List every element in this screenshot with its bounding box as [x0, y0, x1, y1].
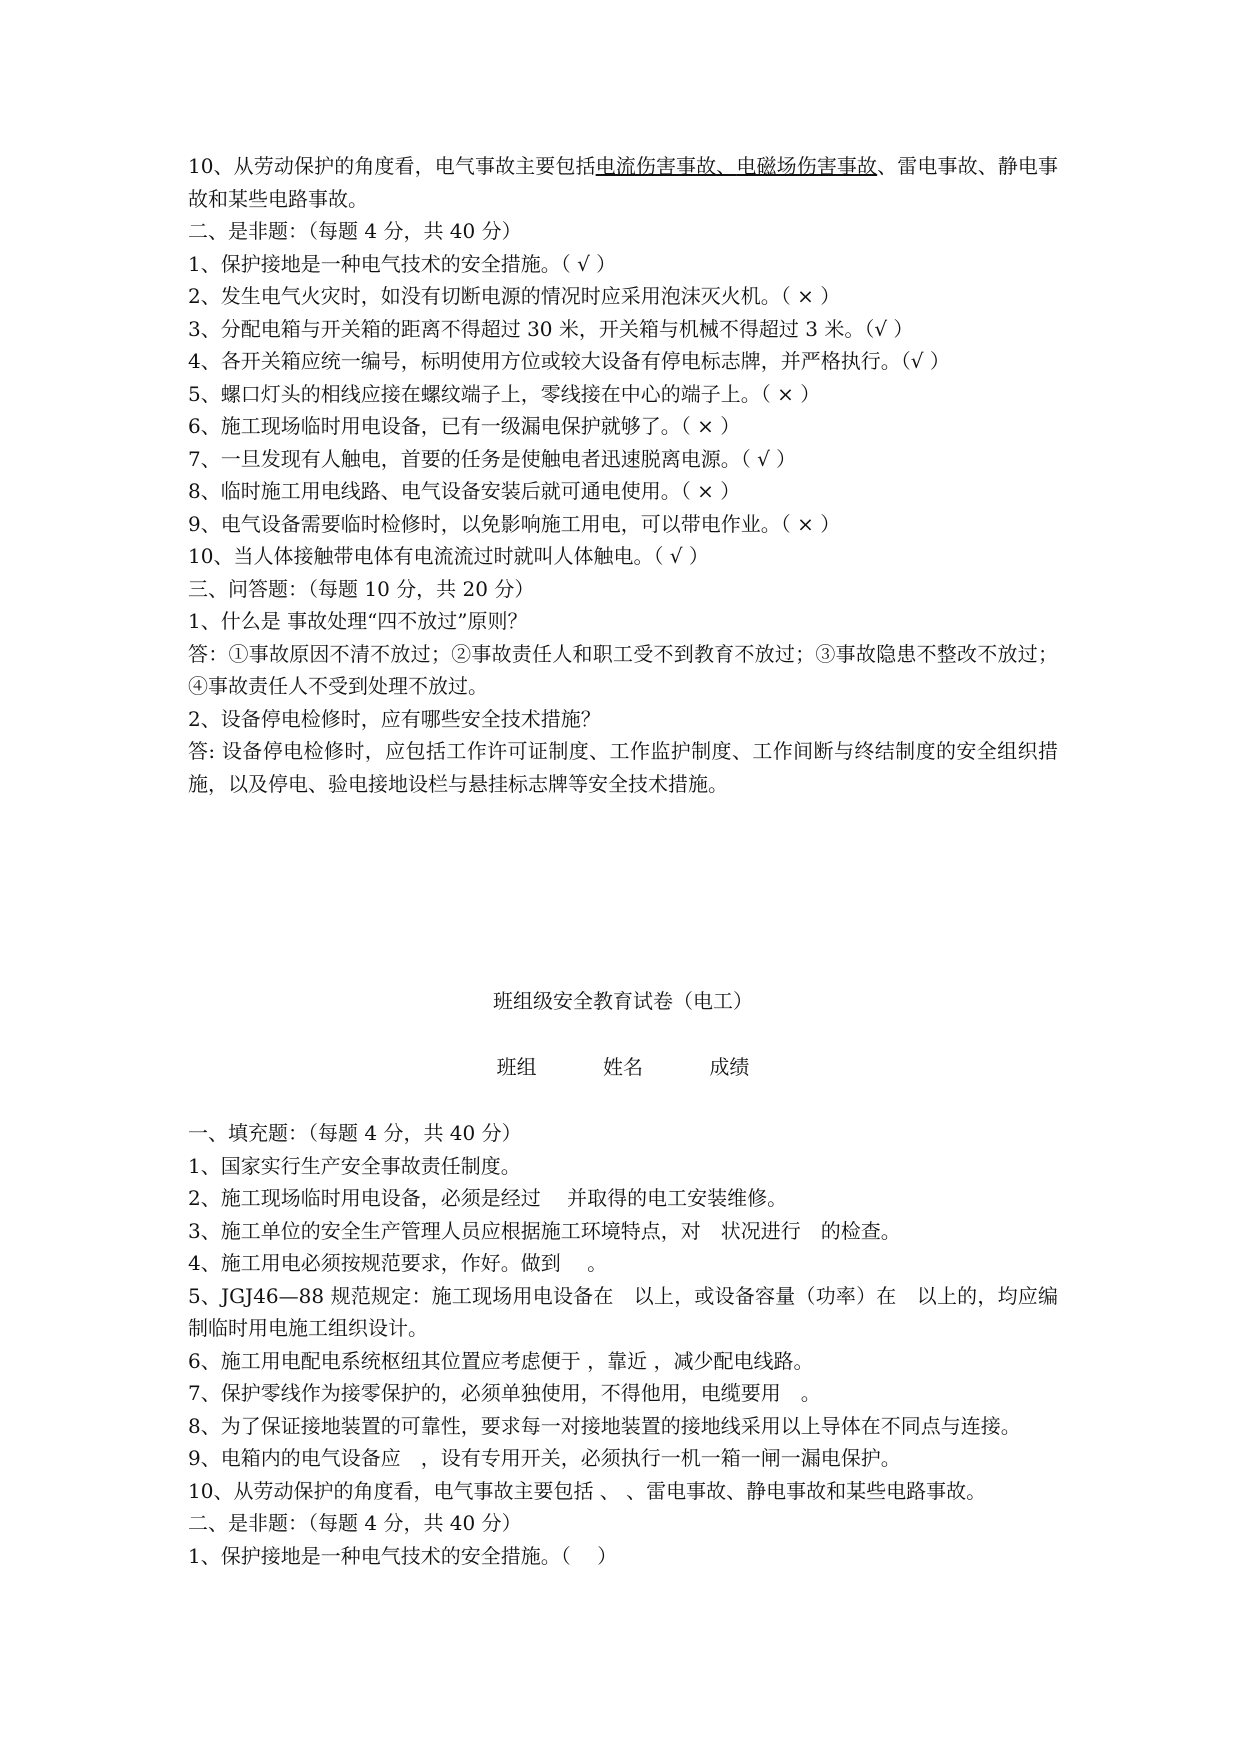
tf-item-3: 3、分配电箱与开关箱的距离不得超过 30 米，开关箱与机械不得超过 3 米。（√ ） — [188, 316, 914, 341]
fill-item-7: 7、保护零线作为接零保护的，必须单独使用，不得他用，电缆要用 。 — [188, 1381, 821, 1405]
section-spacer — [188, 800, 1058, 985]
fill-item-5: 5、JGJ46—88 规范规定：施工现场用电设备在 以上，或设备容量（功率）在 以上的，均应编制临时用电施工组织设计。 — [188, 1283, 1058, 1340]
q10-prefix: 10、从劳动保护的角度看，电气事故主要包括 — [188, 154, 596, 178]
exam-header-fields — [188, 1051, 1058, 1083]
q10-answer-1: 电流伤害事故、 — [595, 154, 737, 178]
q10-answer-2: 电磁场伤害事故 — [736, 154, 878, 178]
fill-item-8: 8、为了保证接地装置的可靠性，要求每一对接地装置的接地线采用以上导体在不同点与连接。 — [188, 1413, 1021, 1438]
fill-item-4: 4、施工用电必须按规范要求，作好。做到 。 — [188, 1251, 608, 1275]
name-label: 姓名 — [603, 1055, 643, 1079]
tf-item-6: 6、施工现场临时用电设备，已有一级漏电保护就够了。（ × ） — [188, 414, 741, 438]
fill-heading: 一、填充题：（每题 4 分，共 40 分） — [188, 1121, 522, 1145]
tf-item-5: 5、螺口灯头的相线应接在螺纹端子上，零线接在中心的端子上。（ × ） — [188, 381, 821, 406]
fill-item-6: 6、施工用电配电系统枢纽其位置应考虑便于 ，靠近 ，减少配电线路。 — [188, 1348, 814, 1373]
qa-1-question: 1、什么是 事故处理“四不放过”原则？ — [188, 609, 528, 633]
qa-2-answer: 答: 设备停电检修时，应包括工作许可证制度、工作监护制度、工作间断与终结制度的安全组织措施，以及停电、验电接地设栏与悬挂标志牌等安全技术措施。 — [188, 739, 1058, 796]
fill-item-9: 9、电箱内的电气设备应 ，设有专用开关，必须执行一机一箱一闸一漏电保护。 — [188, 1446, 901, 1470]
tf-heading-bottom: 二、是非题：（每题 4 分，共 40 分） — [188, 1511, 522, 1535]
exam-title: 班组级安全教育试卷（电工） — [493, 989, 753, 1013]
fill-item-2: 2、施工现场临时用电设备，必须是经过 并取得的电工安装维修。 — [188, 1186, 788, 1210]
qa-2-question: 2、设备停电检修时，应有哪些安全技术措施？ — [188, 706, 601, 731]
fill-question-10-answered — [188, 150, 1058, 215]
tf-bottom-item-1: 1、保护接地是一种电气技术的安全措施。（ ） — [188, 1543, 618, 1568]
qa-heading: 三、问答题：（每题 10 分，共 20 分） — [188, 576, 535, 601]
qa-1-answer: 答：①事故原因不清不放过；②事故责任人和职工受不到教育不放过；③事故隐患不整改不放过；④事故责任人不受到处理不放过。 — [188, 641, 1058, 698]
tf-item-8: 8、临时施工用电线路、电气设备安装后就可通电使用。（ × ） — [188, 479, 741, 503]
fill-item-1: 1、国家实行生产安全事故责任制度。 — [188, 1153, 521, 1178]
q10-suffix: 、雷电事故、静电事故和某些电路事故。 — [188, 154, 1059, 211]
fill-item-3: 3、施工单位的安全生产管理人员应根据施工环境特点，对 状况进行 的检查。 — [188, 1218, 901, 1243]
tf-item-10: 10、当人体接触带电体有电流流过时就叫人体触电。（ √ ） — [188, 544, 709, 568]
tf-item-9: 9、电气设备需要临时检修时，以免影响施工用电，可以带电作业。（ × ） — [188, 511, 841, 536]
class-label: 班组 — [496, 1055, 537, 1079]
tf-heading-top: 二、是非题：（每题 4 分，共 40 分） — [188, 219, 522, 243]
fill-item-10: 10、从劳动保护的角度看，电气事故主要包括 、 、雷电事故、静电事故和某些电路事故。 — [188, 1478, 987, 1503]
tf-item-4: 4、各开关箱应统一编号，标明使用方位或较大设备有停电标志牌，并严格执行。（√ ） — [188, 349, 950, 373]
tf-item-1: 1、保护接地是一种电气技术的安全措施。（ √ ） — [188, 251, 617, 276]
tf-item-2: 2、发生电气火灾时，如没有切断电源的情况时应采用泡沫灭火机。（ × ） — [188, 284, 841, 308]
document-page — [188, 150, 1058, 1572]
score-label: 成绩 — [709, 1055, 750, 1079]
tf-item-7: 7、一旦发现有人触电，首要的任务是使触电者迅速脱离电源。（ √ ） — [188, 446, 797, 471]
